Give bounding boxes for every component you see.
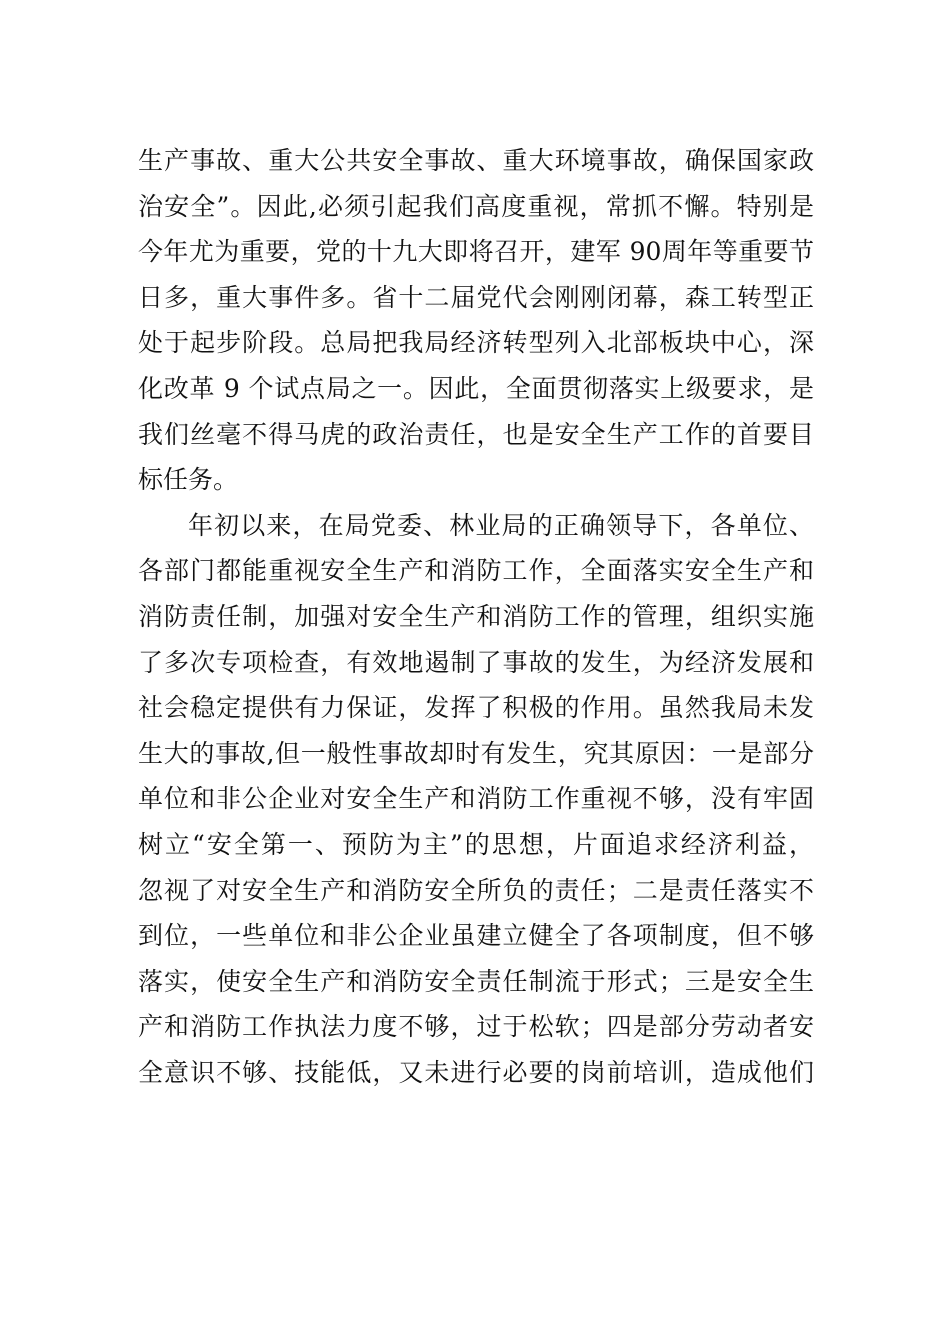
text-line: 我们丝毫不得马虎的政治责任，也是安全生产工作的首要目 (138, 419, 814, 449)
text-line: 处于起步阶段。总局把我局经济转型列入北部板块中心，深 (138, 328, 814, 358)
text-line: 树立“安全第一、预防为主”的思想，片面追求经济利益， (138, 829, 814, 859)
text-line: 落实，使安全生产和消防安全责任制流于形式；三是安全生 (138, 966, 814, 996)
text-line: 了多次专项检查，有效地遏制了事故的发生，为经济发展和 (138, 647, 814, 677)
text-line: 治安全”。因此,必须引起我们高度重视，常抓不懈。特别是 (138, 191, 814, 221)
text-line: 日多，重大事件多。省十二届党代会刚刚闭幕，森工转型正 (138, 282, 814, 312)
text-line: 化改革 9 个试点局之一。因此，全面贯彻落实上级要求，是 (138, 373, 814, 403)
text-line: 全意识不够、技能低，又未进行必要的岗前培训，造成他们 (138, 1057, 814, 1087)
text-line: 消防责任制，加强对安全生产和消防工作的管理，组织实施 (138, 601, 814, 631)
text-line: 今年尤为重要，党的十九大即将召开，建军 90周年等重要节 (138, 237, 814, 267)
text-line: 标任务。 (138, 465, 239, 495)
paragraph-2 (138, 503, 814, 1096)
text-line: 各部门都能重视安全生产和消防工作，全面落实安全生产和 (138, 556, 814, 586)
text-line: 到位，一些单位和非公企业虽建立健全了各项制度，但不够 (138, 921, 814, 951)
text-line: 社会稳定提供有力保证，发挥了积极的作用。虽然我局未发 (138, 693, 814, 723)
text-line: 年初以来，在局党委、林业局的正确领导下，各单位、 (188, 510, 814, 540)
text-line: 忽视了对安全生产和消防安全所负的责任；二是责任落实不 (138, 875, 814, 905)
text-line: 单位和非公企业对安全生产和消防工作重视不够，没有牢固 (138, 784, 814, 814)
text-line: 生大的事故,但一般性事故却时有发生，究其原因：一是部分 (138, 738, 814, 768)
body-text (138, 138, 814, 1095)
paragraph-1 (138, 138, 814, 503)
text-line: 生产事故、重大公共安全事故、重大环境事故，确保国家政 (138, 146, 814, 175)
text-line: 产和消防工作执法力度不够，过于松软；四是部分劳动者安 (138, 1012, 814, 1042)
